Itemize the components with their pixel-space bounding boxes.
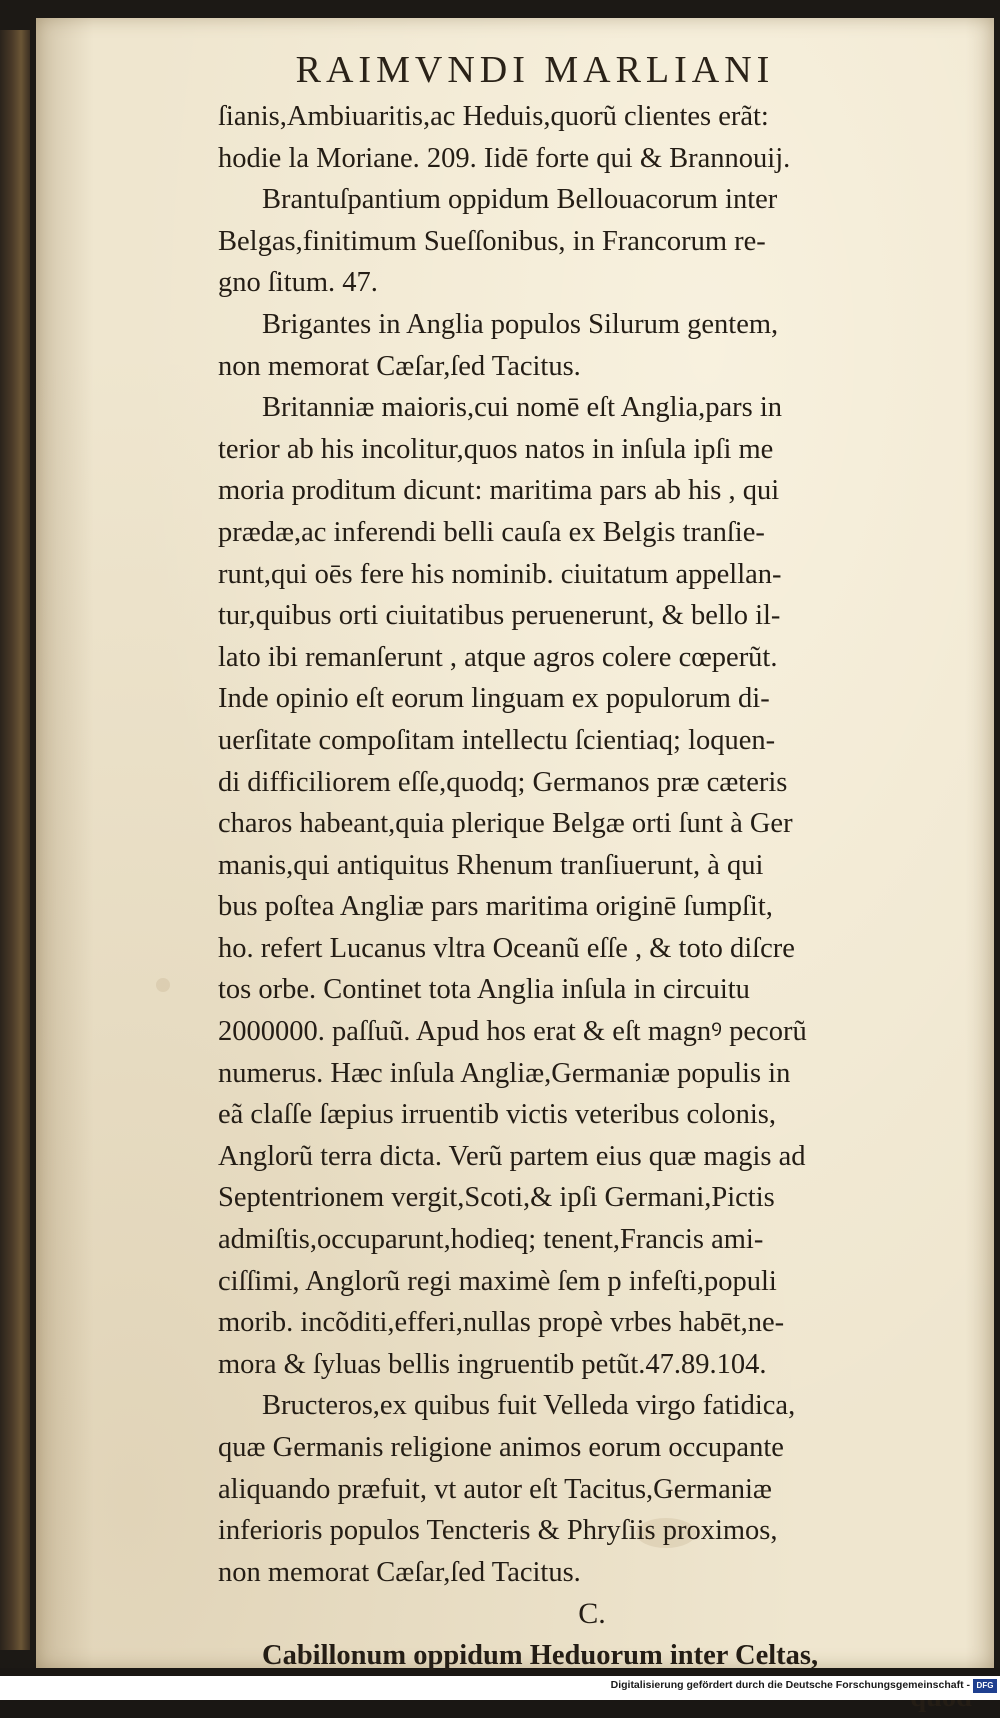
text-line: ciſſimi, Anglorũ regi maximè ſem p infeſti,populi xyxy=(218,1265,777,1297)
text-line: ſianis,Ambiuaritis,ac Heduis,quorũ clientes erãt: xyxy=(218,101,769,132)
text-line: hodie la Moriane. 209. Iidē forte qui & Brannouij. xyxy=(218,142,791,174)
section-letter: C. xyxy=(578,1597,606,1631)
text-line: tur,quibus orti ciuitatibus peruenerunt, & bello il- xyxy=(218,600,781,632)
text-line: quæ Germanis religione animos eorum occupante xyxy=(218,1432,784,1463)
text-line: uerſitate compoſitam intellectu ſcientiaq; loquen- xyxy=(218,724,776,756)
text-line: ho. refert Lucanus vltra Oceanũ eſſe , & toto diſcre xyxy=(218,932,795,964)
text-line: morib. incõditi,efferi,nullas propè vrbes habēt,ne- xyxy=(218,1307,785,1339)
funding-credit: Digitalisierung gefördert durch die Deutsche Forschungsgemeinschaft - xyxy=(610,1679,970,1691)
text-line: Belgas,finitimum Sueſſonibus, in Francorum re- xyxy=(218,225,766,257)
text-line: di difficiliorem eſſe,quodq; Germanos præ cæteris xyxy=(218,766,788,798)
text-line: inferioris populos Tencteris & Phryſiis proximos, xyxy=(218,1515,778,1547)
entry-first-line: Brigantes in Anglia populos Silurum gentem, xyxy=(262,308,779,340)
text-line: moria proditum dicunt: maritima pars ab his , qui xyxy=(218,475,780,507)
text-line: gno ſitum. 47. xyxy=(218,267,378,299)
text-line: prædæ,ac inferendi belli cauſa ex Belgis tranſie- xyxy=(218,516,765,548)
text-line: manis,qui antiquitus Rhenum tranſiuerunt, à qui xyxy=(218,849,764,881)
entry-first-line: Bructeros,ex quibus fuit Velleda virgo fatidica, xyxy=(262,1390,796,1422)
text-line: Septentrionem vergit,Scoti,& ipſi Germani,Pictis xyxy=(218,1182,775,1214)
text-line: numerus. Hæc inſula Angliæ,Germaniæ populis in xyxy=(218,1057,791,1089)
text-line: admiſtis,occuparunt,hodieq; tenent,Francis ami- xyxy=(218,1224,764,1256)
book-page xyxy=(36,18,994,1671)
text-line: mora & ſyluas bellis ingruentib petũt.47.89.104. xyxy=(218,1348,767,1380)
text-line: non memorat Cæſar,ſed Tacitus. xyxy=(218,1556,581,1588)
digitization-footer xyxy=(0,1676,1000,1700)
text-line: bus poſtea Angliæ pars maritima originē ſumpſit, xyxy=(218,891,773,923)
dfg-logo-icon: DFG xyxy=(973,1679,997,1693)
paper-spot xyxy=(156,978,170,992)
text-line: terior ab his incolitur,quos natos in inſula ipſi me xyxy=(218,433,774,465)
entry-first-line: Brantuſpantium oppidum Bellouacorum inter xyxy=(262,184,778,216)
text-line: Anglorũ terra dicta. Verũ partem eius quæ magis ad xyxy=(218,1140,806,1172)
text-line: tos orbe. Continet tota Anglia inſula in circuitu xyxy=(218,974,750,1006)
book-binding-edge xyxy=(0,30,30,1650)
text-line: lato ibi remanſerunt , atque agros colere cœperũt. xyxy=(218,641,778,673)
running-head: RAIMVNDI MARLIANI xyxy=(295,49,775,91)
text-line: 2000000. paſſuũ. Apud hos erat & eſt magnꝰ pecorũ xyxy=(218,1016,807,1048)
text-line: charos habeant,quia plerique Belgæ orti ſunt à Ger xyxy=(218,808,793,840)
section-first-line: Cabillonum oppidum Heduorum inter Celtas, xyxy=(262,1639,819,1671)
text-line: runt,qui oēs fere his nominib. ciuitatum appellan- xyxy=(218,558,782,590)
text-line: eã claſſe ſæpius irruentib victis veteribus colonis, xyxy=(218,1099,776,1131)
text-line: non memorat Cæſar,ſed Tacitus. xyxy=(218,350,581,382)
body-text xyxy=(218,96,978,1718)
entry-first-line: Britanniæ maioris,cui nomē eſt Anglia,pars in xyxy=(262,392,783,424)
text-line: aliquando præfuit, vt autor eſt Tacitus,Germaniæ xyxy=(218,1473,772,1505)
text-line: Inde opinio eſt eorum linguam ex populorum di- xyxy=(218,683,770,715)
